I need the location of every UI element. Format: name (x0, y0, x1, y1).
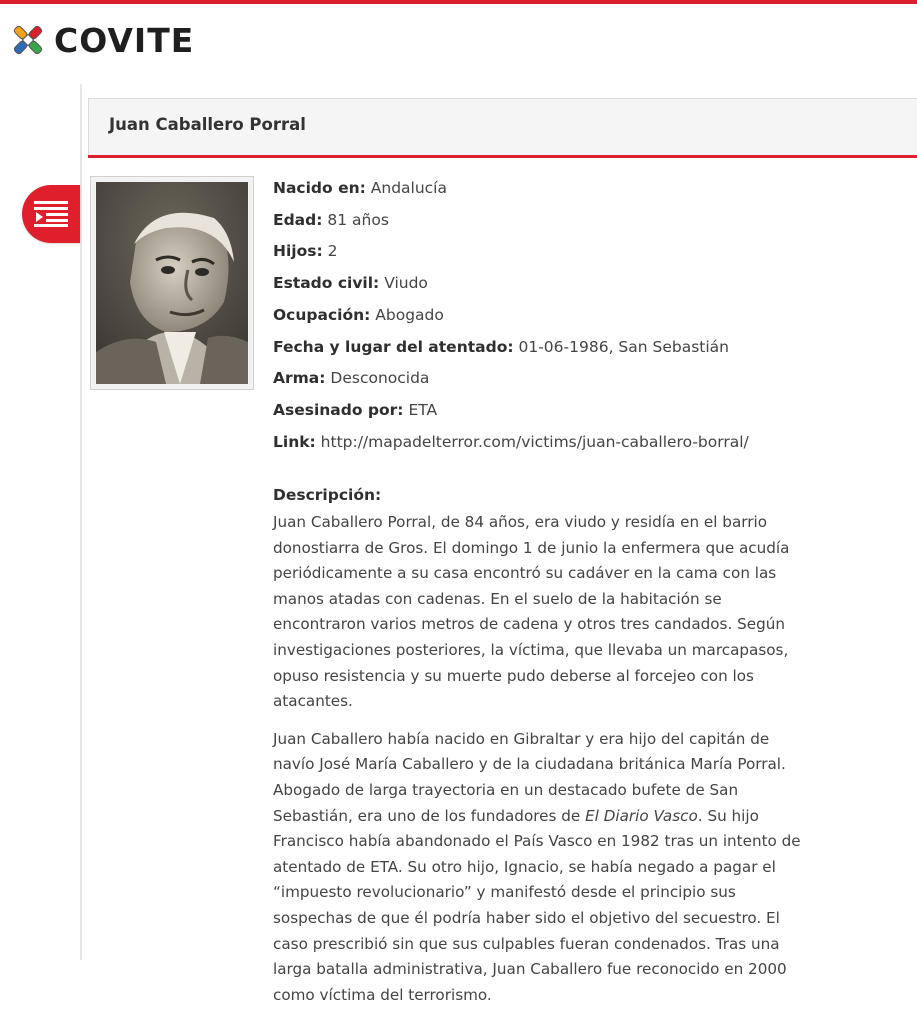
description-text: Juan Caballero había nacido en Gibraltar y era hijo del capitán de navío José María Caballero y de la ciudadana británica María Porral. Abogado de larga trayectoria en un destacado bufete de San Sebastián, era uno de los fundadores de (273, 729, 786, 825)
field-children (273, 236, 893, 268)
victim-link[interactable]: http://mapadelterror.com/victims/juan-caballero-borral/ (320, 432, 749, 451)
field-link (273, 427, 893, 459)
title-underline (88, 155, 917, 158)
field-value: 01-06-1986, San Sebastián (518, 337, 729, 356)
list-icon (34, 201, 68, 227)
field-attack-date-place (273, 332, 893, 364)
covite-logo[interactable] (8, 16, 194, 64)
field-value: 81 años (327, 210, 389, 229)
description-body (273, 510, 813, 1020)
content-divider (80, 84, 82, 960)
field-value: ETA (408, 400, 438, 419)
field-birthplace (273, 173, 893, 205)
field-label: Ocupación: (273, 305, 371, 324)
field-value: Abogado (375, 305, 444, 324)
menu-toggle-button[interactable] (22, 185, 80, 243)
description-heading: Descripción: (273, 486, 382, 504)
top-accent-bar (0, 0, 917, 4)
field-value: Viudo (384, 274, 428, 293)
description-paragraph (273, 727, 813, 1009)
field-label: Arma: (273, 369, 326, 388)
profile-fields (273, 173, 893, 458)
field-killed-by (273, 395, 893, 427)
description-text: . Su hijo Francisco había abandonado el País Vasco en 1982 tras un intento de atentado de ETA. Su otro hijo, Ignacio, se había negado a pagar el “impuesto revolucionario” y manifestó desde el principio sus sospechas de que él podría haber sido el objetivo del secuestro. El caso prescribió sin que sus culpables fueran condenados. Tras una larga batalla administrativa, Juan Caballero fue reconocido en 2000 como víctima del terrorismo. (273, 806, 801, 1004)
field-value: Desconocida (330, 369, 430, 388)
field-label: Link: (273, 432, 316, 451)
field-label: Fecha y lugar del atentado: (273, 337, 514, 356)
newspaper-title: El Diario Vasco (585, 806, 698, 825)
field-label: Asesinado por: (273, 400, 404, 419)
portrait-photo (96, 182, 248, 384)
brand-name: COVITE (54, 20, 195, 60)
field-label: Nacido en: (273, 179, 366, 197)
field-value: Andalucía (370, 179, 447, 197)
field-label: Estado civil: (273, 274, 380, 293)
field-value: 2 (327, 242, 338, 261)
portrait-frame (90, 176, 254, 390)
page-title: Juan Caballero Porral (109, 115, 306, 134)
profile-title-bar (88, 98, 917, 155)
field-weapon (273, 363, 893, 395)
field-occupation (273, 300, 893, 332)
field-label: Edad: (273, 210, 323, 229)
field-label: Hijos: (273, 242, 323, 261)
covite-logo-icon (8, 20, 48, 60)
field-age (273, 205, 893, 237)
description-paragraph: Juan Caballero Porral, de 84 años, era viudo y residía en el barrio donostiarra de Gros. El domingo 1 de junio la enfermera que acudía periódicamente a su casa encontró su cadáver en la cama con las manos atadas con cadenas. En el suelo de la habitación se encontraron varios metros de cadena y otros tres candados. Según investigaciones posteriores, la víctima, que llevaba un marcapasos, opuso resistencia y su muerte pudo deberse al forcejeo con los atacantes. (273, 513, 790, 711)
field-marital-status (273, 268, 893, 300)
